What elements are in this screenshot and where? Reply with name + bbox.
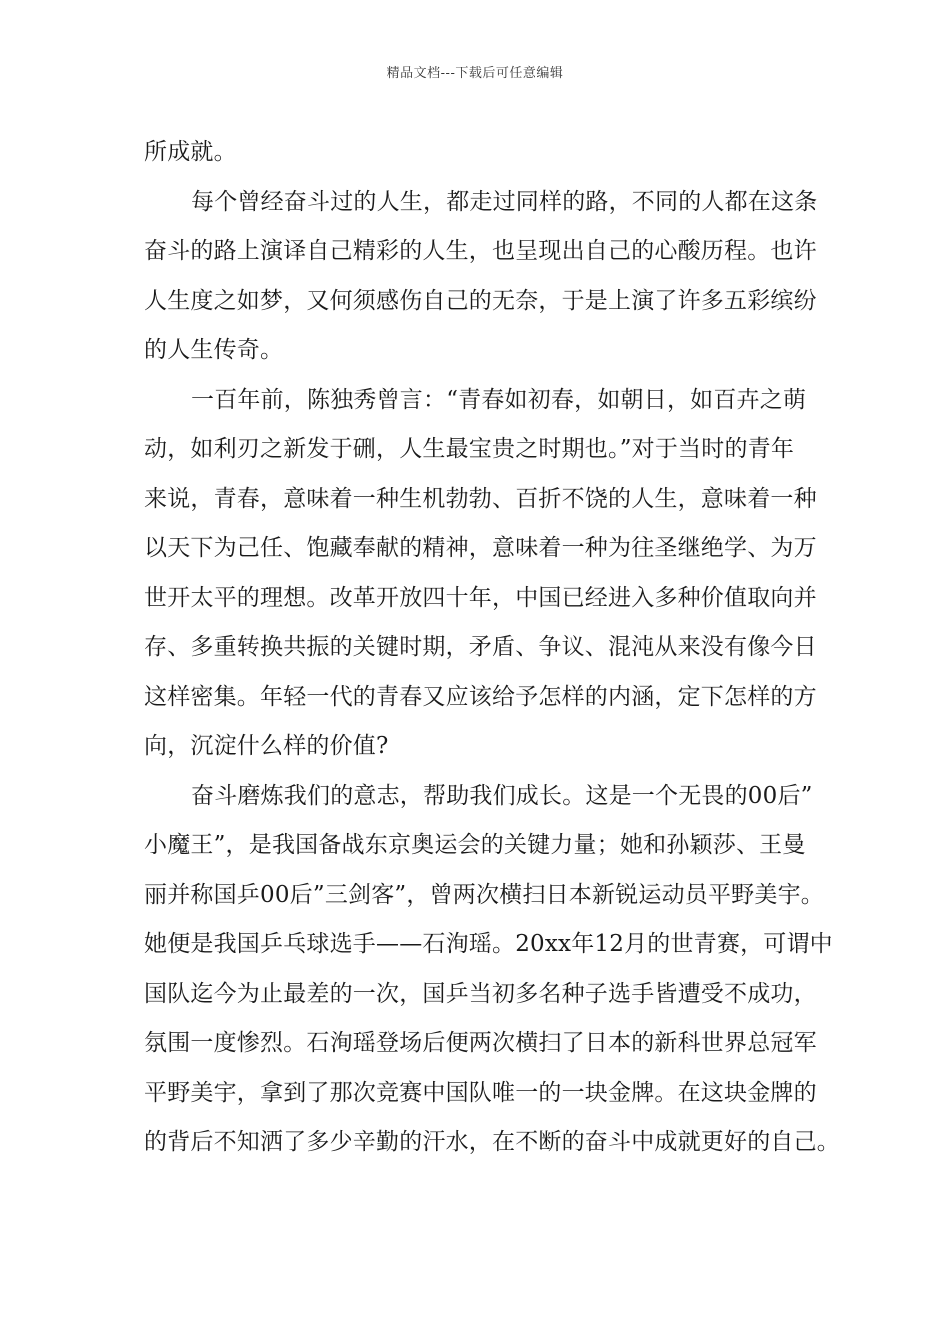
text-line: 她便是我国乒乓球选手——石洵瑶。20xx年12月的世青赛，可谓中 [144, 931, 833, 957]
text-line: 这样密集。年轻一代的青春又应该给予怎样的内涵，定下怎样的方 [144, 683, 817, 710]
text-line: 所成就。 [144, 139, 237, 165]
text-line: 的人生传奇。 [144, 337, 284, 363]
text-line: 小魔王”，是我国备战东京奥运会的关键力量；她和孙颖莎、王曼 [144, 832, 806, 858]
text-line: 来说，青春，意味着一种生机勃勃、百折不饶的人生，意味着一种 [144, 485, 817, 512]
text-line: 每个曾经奋斗过的人生，都走过同样的路，不同的人都在这条 [191, 188, 818, 215]
text-line: 的背后不知洒了多少辛勤的汗水，在不断的奋斗中成就更好的自己。 [144, 1129, 840, 1155]
text-line: 向，沉淀什么样的价值? [144, 733, 389, 759]
text-line: 氛围一度惨烈。石洵瑶登场后便两次横扫了日本的新科世界总冠军 [144, 1030, 817, 1056]
page-header: 精品文档---下载后可任意编辑 [386, 66, 564, 81]
text-line: 奋斗的路上演译自己精彩的人生，也呈现出自己的心酸历程。也许 [144, 238, 817, 264]
text-line: 一百年前，陈独秀曾言：“青春如初春，如朝日，如百卉之萌 [191, 386, 807, 413]
text-line: 国队迄今为止最差的一次，国乒当初多名种子选手皆遭受不成功， [144, 980, 817, 1007]
body-text [144, 128, 840, 1168]
text-line: 人生度之如梦，又何须感伤自己的无奈，于是上演了许多五彩缤纷 [144, 287, 817, 314]
text-line: 动，如利刃之新发于硎，人生最宝贵之时期也。”对于当时的青年 [144, 436, 795, 462]
text-line: 奋斗磨炼我们的意志，帮助我们成长。这是一个无畏的00后” [191, 782, 813, 809]
text-line: 以天下为己任、饱藏奉献的精神，意味着一种为往圣继绝学、为万 [144, 535, 817, 561]
text-line: 丽并称国乒00后”三剑客”，曾两次横扫日本新锐运动员平野美宇。 [144, 881, 824, 908]
text-line: 平野美宇，拿到了那次竞赛中国队唯一的一块金牌。在这块金牌的 [144, 1079, 817, 1106]
text-line: 世开太平的理想。改革开放四十年，中国已经进入多种价值取向并 [144, 584, 817, 611]
text-line: 存、多重转换共振的关键时期，矛盾、争议、混沌从来没有像今日 [144, 634, 817, 660]
